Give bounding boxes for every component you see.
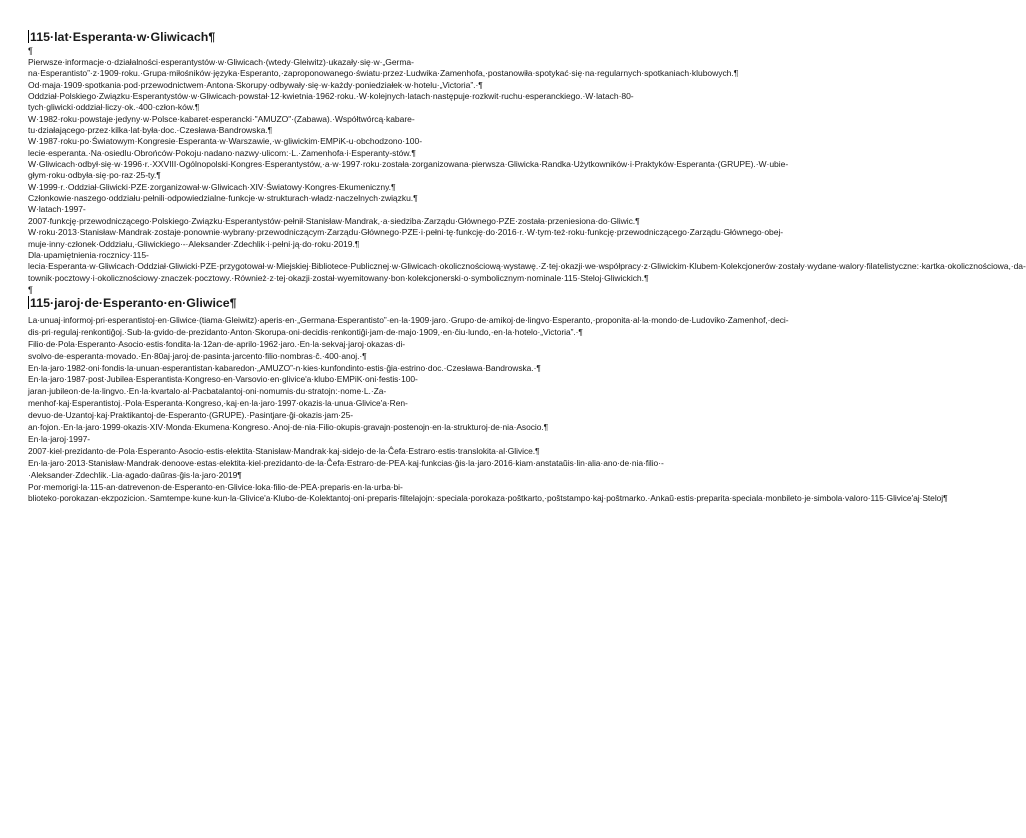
paragraph: Od·maja·1909·spotkania·pod·przewodnictwem·Antona·Skorupy·odbywały·się·w·każdy·poniedziałek·w·hotelu·„Victoria”.·¶ — [28, 79, 483, 90]
section-esperanto — [28, 295, 948, 506]
empty-paragraph-mark: ¶ — [28, 284, 33, 295]
paragraph: Oddział·Polskiego·Związku·Esperantystów·w·Gliwicach·powstał·12·kwietnia·1962·roku.·W·kolejnych·latach·następuje·rozkwit·ruchu·esperanckiego.·W·latach·80-tych·gliwicki·oddział·liczy·ok.·400·człon-ków.¶ — [28, 91, 634, 113]
paragraph: En·la·jaro·1982·oni·fondis·la·unuan·esperantistan·kabaredon·„AMUZO”-n·kies·kunfondinto·estis·ĝia·estrino·doc.·Czesława·Bandrowska.·¶ — [28, 362, 541, 373]
paragraph: Dla·upamiętnienia·rocznicy·115-lecia·Esperanta·w·Gliwicach·Oddział·Gliwicki·PZE·przygotował·w·Miejskiej·Bibliotece·Publicznej·w·Gliwicach·okolicznościową·wystawę.·Z·tej·okazji·we·współpracy·z·Gliwickim·Klubem·Kolekcjonerów·zostały·wydane·walory·filatelistyczne:·kartka·okolicznościowa,·da-townik·pocztowy·i·okolicznościowy·znaczek·pocztowy.·Również·z·tej·okazji·został·wyemitowany·bon·kolekcjonerski·o·symbolicznym·nominale·115·Steloj·Gliwickich.¶ — [28, 249, 1026, 283]
paragraph: W·roku·2013·Stanisław·Mandrak·zostaje·ponownie·wybrany·przewodniczącym·Zarządu·Głównego·PZE·i·pełni·tę·funkcję·do·2016·r.·W·tym·też·roku·funkcję·przewodniczącego·Zarządu·Głównego·obej-muje·inny·członek·Oddziału,·Gliwickiego·-·Aleksander·Zdechlik·i·pełni·ją·do·roku·2019.¶ — [28, 227, 784, 249]
esperanto-body — [28, 314, 948, 506]
paragraph: Filio·de·Pola·Esperanto·Asocio·estis·fondita·la·12an·de·aprilo·1962·jaro.·En·la·sekvaj·jaroj·okazas·di-svolvo·de·esperanta·movado.·En·80aj·jaroj·de·pasinta·jarcento·filio·nombras·ĉ.·400·anoj.·¶ — [28, 338, 406, 361]
polish-body — [28, 57, 1026, 284]
empty-paragraph-mark: ¶ — [28, 46, 33, 56]
section-polish — [28, 30, 1026, 296]
paragraph: Pierwsze·informacje·o·działalności·esperantystów·w·Gliwicach·(wtedy·Gleiwitz)·ukazały·się·w·„Germa-na·Esperantisto”·z·1909·roku.·Grupa·miłośników·języka·Esperanto,·zaproponowanego·światu·przez·Ludwika·Zamenhofa,·postanowiła·spotykać·się·na·regularnych·spotkaniach·klubowych.¶ — [28, 57, 739, 79]
paragraph: W·1982·roku·powstaje·jedyny·w·Polsce·kabaret·esperancki·"AMUZO"·(Zabawa).·Współtwórcą·kabare-tu·działającego·przez·kilka·lat·była·doc.·Czesława·Bandrowska.¶ — [28, 113, 415, 136]
paragraph: W·latach·1997-2007·funkcję·przewodniczącego·Polskiego·Związku·Esperantystów·pełnił·Stanisław·Mandrak,·a·siedziba·Zarządu·Głównego·PZE·została·przeniesiona·do·Gliwic.¶ — [28, 204, 640, 226]
paragraph: La·unuaj·informoj·pri·esperantistoj·en·Gliwice·(tiama·Gleiwitz)·aperis·en·„Germana·Esperantisto”·en·la·1909·jaro.·Grupo·de·amikoj·de·lingvo·Esperanto,·proponita·al·la·mondo·de·Ludoviko·Zamenhof,·deci-dis·pri·regulaj·renkontiĝoj.·Sub·la·gvido·de·prezidanto·Anton·Skorupa·oni·decidis·renkontiĝi·jam·de·majo·1909,·en·ĉiu·lundo,·en·la·hotelo·„Victoria”.·¶ — [28, 314, 789, 337]
paragraph: En·la·jaroj·1997-2007·kiel·prezidanto·de·Pola·Esperanto·Asocio·estis·elektita·Stanisław·Mandrak·kaj·sidejo·de·la·Ĉefa·Estraro·estis·translokita·al·Glivice.¶ — [28, 433, 540, 456]
paragraph: Członkowie·naszego·oddziału·pełnili·odpowiedzialne·funkcje·w·strukturach·władz·naczelnych·związku.¶ — [28, 193, 418, 204]
paragraph: W·1987·roku·po·Światowym·Kongresie·Esperanta·w·Warszawie,·w·gliwickim·EMPiK-u·obchodzono·100-lecie·esperanta.·Na·osiedlu·Obrońców·Pokoju·nadano·nazwy·ulicom:·L.·Zamenhofa·i·Esperanty-stów.¶ — [28, 136, 423, 158]
heading-esperanto: 115·jaroj·de·Esperanto·en·Gliwice¶ — [28, 296, 545, 311]
heading-polish: 115·lat·Esperanta·w·Gliwicach¶ — [28, 30, 545, 45]
paragraph: En·la·jaro·2013·Stanisław·Mandrak·denoove·estas·elektita·kiel·prezidanto·de·la·Ĉefa·Estraro·de·PEA·kaj·funkcias·ĝis·la·jaro·2016·kiam·anstataŭis·lin·alia·ano·de·nia·filio·-·Aleksander·Zdechlik.·Lia·agado·daŭras·ĝis·la·jaro·2019¶ — [28, 457, 664, 480]
paragraph: W·1999·r.·Oddział·Gliwicki·PZE·zorganizował·w·Gliwicach·XIV·Światowy·Kongres·Ekumeniczny.¶ — [28, 181, 396, 192]
paragraph: Por·memorigi·la·115-an·datrevenon·de·Esperanto·en·Glivice·loka·filio·de·PEA·preparis·en·la·urba·bi-blioteko·porokazan·ekzpozicion.·Samtempe·kune·kun·la·Glivice'a·Klubo·de·Kolektantoj·oni·preparis·filtelajojn:·speciala·porokaza·poŝtkarto,·poŝtstampo·kaj·poŝtmarko.·Ankaŭ·estis·preparita·speciala·monbileto·je·simbola·valoro·115·Glivice'aj·Steloj¶ — [28, 481, 948, 504]
paragraph: En·la·jaro·1987·post·Jubilea·Esperantista·Kongreso·en·Varsovio·en·glivice'a·klubo·EMPiK·oni·festis·100-jaran·jubileon·de·la·lingvo.·En·la·kvartalo·al·Pacbatalantoj·oni·nomumis·du·stratojn:·nome·L.·Za-menhof·kaj·Esperantistoj.·Pola·Esperanta·Kongreso,·kaj·en·la·jaro·1997·okazis·la·unua·Glivice'a·Ren-devuo·de·Uzantoj·kaj·Praktikantoj·de·Esperanto·(GRUPE).·Pasintjare·ĝi·okazis·jam·25-an·fojon.·En·la·jaro·1999·okazis·XIV·Monda·Ekumena·Kongreso.·Anoj·de·nia·Filio·okupis·gravajn·postenojn·en·la·strukturoj·de·nia·Asocio.¶ — [28, 374, 549, 433]
paragraph: W·Gliwicach·odbył·się·w·1996·r.·XXVIII·Ogólnopolski·Kongres·Esperantystów,·a·w·1997·roku·została·zorganizowana·pierwsza·Gliwicka·Randka·Użytkowników·i·Praktyków·Esperanta·(GRUPE).·W·ubie-głym·roku·odbyła·się·po·raz·25-ty.¶ — [28, 159, 789, 181]
